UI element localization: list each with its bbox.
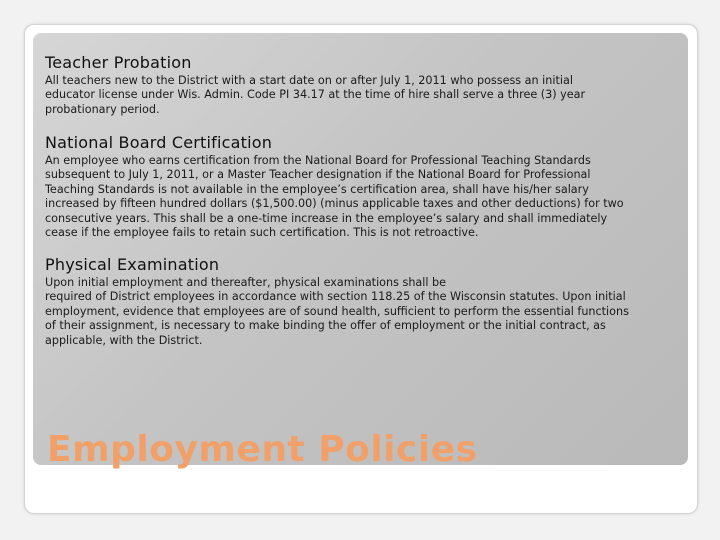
section-body: Upon initial employment and thereafter, physical examinations shall be required of District employees in accordance with section 118.25 of the Wisconsin statutes. Upon initial employment, evidence that employees are of sound health, sufficient to perform the essential functions of their assignment, is necessary to make binding the offer of employment or the initial contract, as applicable, with the District. [45, 276, 629, 347]
section-heading: Teacher Probation [45, 53, 192, 72]
section-physical-examination [45, 255, 675, 348]
section-body: All teachers new to the District with a start date on or after July 1, 2011 who possess an initial educator license under Wis. Admin. Code PI 34.17 at the time of hire shall serve a three (3) year probationary period. [45, 74, 586, 116]
slide-title: Employment Policies [47, 429, 478, 470]
section-heading: Physical Examination [45, 255, 220, 274]
section-teacher-probation [45, 53, 675, 117]
section-body: An employee who earns certification from the National Board for Professional Teaching Standards subsequent to July 1, 2011, or a Master Teacher designation if the National Board for Professional Teaching Standards is not available in the employee’s certification area, shall have his/her salary increased by fifteen hundred dollars ($1,500.00) (minus applicable taxes and other deductions) for two consecutive years. This shall be a one-time increase in the employee’s salary and shall immediately cease if the employee fails to retain such certification. This is not retroactive. [45, 154, 624, 240]
section-national-board-certification [45, 133, 675, 240]
section-heading: National Board Certification [45, 133, 273, 152]
